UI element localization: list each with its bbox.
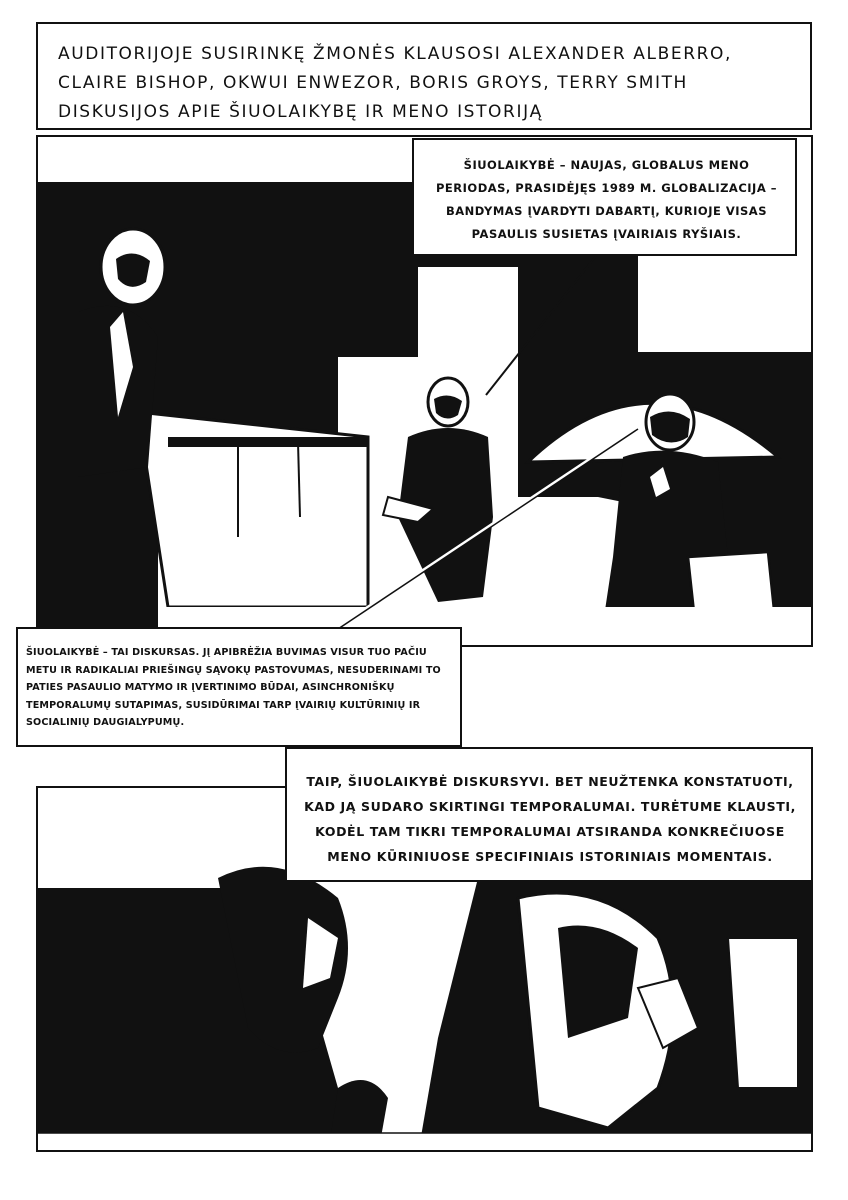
caption-intro — [36, 22, 812, 130]
caption-definition-text: ŠIUOLAIKYBĖ – NAUJAS, GLOBALUS MENO PERIODAS, PRASIDĖJĘS 1989 M. GLOBALIZACIJA – BANDYMAS ĮVARDYTI DABARTĮ, KURIOJE VISAS PASAULIS SUSIETAS ĮVAIRIAIS RYŠIAIS. — [436, 158, 777, 241]
caption-intro-text: AUDITORIJOJE SUSIRINKĘ ŽMONĖS KLAUSOSI ALEXANDER ALBERRO, CLAIRE BISHOP, OKWUI ENWEZOR, BORIS GROYS, TERRY SMITH DISKUSIJOS APIE ŠIUOLAIKYBĘ IR MENO ISTORIJĄ — [58, 44, 732, 122]
caption-definition — [412, 138, 797, 256]
caption-temporality — [285, 747, 813, 882]
caption-discourse — [16, 627, 462, 747]
caption-discourse-text: ŠIUOLAIKYBĖ – TAI DISKURSAS. JĮ APIBRĖŽIA BUVIMAS VISUR TUO PAČIU METU IR RADIKALIAI PRIEŠINGŲ SĄVOKŲ PASTOVUMAS, NESUDERINAMI TO PATIES PASAULIO MATYMO IR ĮVERTINIMO BŪDAI, ASINCHRONIŠKŲ TEMPORALUMŲ SUTAPIMAS, SUSIDŪRIMAI TARP ĮVAIRIŲ KULTŪRINIŲ IR SOCIALINIŲ DAUGIALYPUMŲ. — [26, 647, 441, 728]
caption-temporality-text: TAIP, ŠIUOLAIKYBĖ DISKURSYVI. BET NEUŽTENKA KONSTATUOTI, KAD JĄ SUDARO SKIRTINGI TEMPORALUMAI. TURĖTUME KLAUSTI, KODĖL TAM TIKRI TEMPORALUMAI ATSIRANDA KONKREČIUOSE MENO KŪRINIUOSE SPECIFINIAIS ISTORINIAIS MOMENTAIS. — [304, 774, 796, 864]
